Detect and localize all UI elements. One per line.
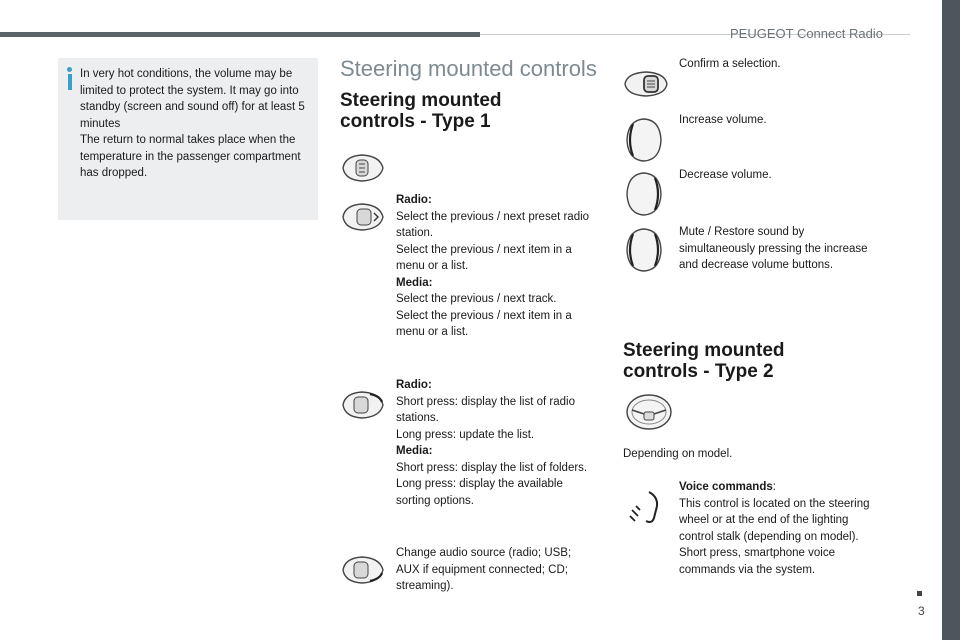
voice-commands-colon: : <box>772 481 776 493</box>
type1-item2-text <box>396 377 596 509</box>
info-icon <box>66 67 76 93</box>
item1-radio-label: Radio: <box>396 194 432 206</box>
steering-control-top-icon <box>340 150 386 186</box>
info-note <box>58 58 318 220</box>
type1-item1-text <box>396 192 596 341</box>
voice-line: Short press, smartphone voice commands via the system. <box>679 547 835 576</box>
item1-media-label: Media: <box>396 276 433 289</box>
steering-control-confirm-icon <box>622 68 670 100</box>
item1-media-line: Select the previous / next track. <box>396 293 557 305</box>
steering-wheel-icon <box>624 392 674 432</box>
decrease-text <box>679 167 879 184</box>
type2-heading: Steering mounted controls - Type 2 <box>623 340 785 382</box>
confirm-text <box>679 56 879 73</box>
item2-media-label: Media: <box>396 445 433 457</box>
confirm-label: Confirm a selection. <box>679 58 781 70</box>
item3-text: Change audio source (radio; USB; AUX if equipment connected; CD; streaming). <box>396 547 572 592</box>
page-edge-tab <box>942 0 960 640</box>
depending-text <box>623 446 823 463</box>
section-title: Steering mounted controls <box>340 56 597 81</box>
increase-text <box>679 112 879 129</box>
item2-media-line: Long press: display the available sorting options. <box>396 478 563 507</box>
item1-radio-line: Select the previous / next preset radio station. <box>396 210 590 239</box>
depending-label: Depending on model. <box>623 448 733 460</box>
page-number: 3 <box>918 604 925 618</box>
info-note-text: In very hot conditions, the volume may be limited to protect the system. It may go into standby (screen and sound off) for at least 5 minutes The return to normal takes place when the temperature in the passenger compartment has dropped. <box>80 68 305 179</box>
header-rule <box>0 32 480 37</box>
steering-control-source-icon <box>340 553 386 587</box>
item1-media-line: Select the previous / next item in a menu or a list. <box>396 309 572 338</box>
voice-commands-label: Voice commands <box>679 481 773 493</box>
type1-heading: Steering mounted controls - Type 1 <box>340 90 502 132</box>
voice-line: This control is located on the steering wheel or at the end of the lighting control stalk (depending on model). <box>679 497 870 543</box>
voice-commands-text <box>679 479 879 578</box>
mute-label: Mute / Restore sound by simultaneously pressing the increase and decrease volume buttons. <box>679 226 868 271</box>
mute-text <box>679 224 879 274</box>
type1-item3-text <box>396 545 596 595</box>
increase-label: Increase volume. <box>679 114 767 126</box>
item2-radio-line: Long press: update the list. <box>396 428 535 441</box>
volume-down-icon <box>624 170 664 218</box>
item2-media-line: Short press: display the list of folders. <box>396 461 588 474</box>
mute-icon <box>624 226 664 274</box>
item2-radio-label: Radio: <box>396 379 432 391</box>
item2-radio-line: Short press: display the list of radio stations. <box>396 395 575 424</box>
steering-control-seek-icon <box>340 200 386 234</box>
running-header-title: PEUGEOT Connect Radio <box>730 26 883 41</box>
item1-radio-line: Select the previous / next item in a menu or a list. <box>396 243 572 272</box>
volume-up-icon <box>624 116 664 164</box>
voice-command-icon <box>626 488 666 528</box>
page-marker <box>917 591 922 596</box>
steering-control-list-icon <box>340 388 386 422</box>
decrease-label: Decrease volume. <box>679 169 772 181</box>
